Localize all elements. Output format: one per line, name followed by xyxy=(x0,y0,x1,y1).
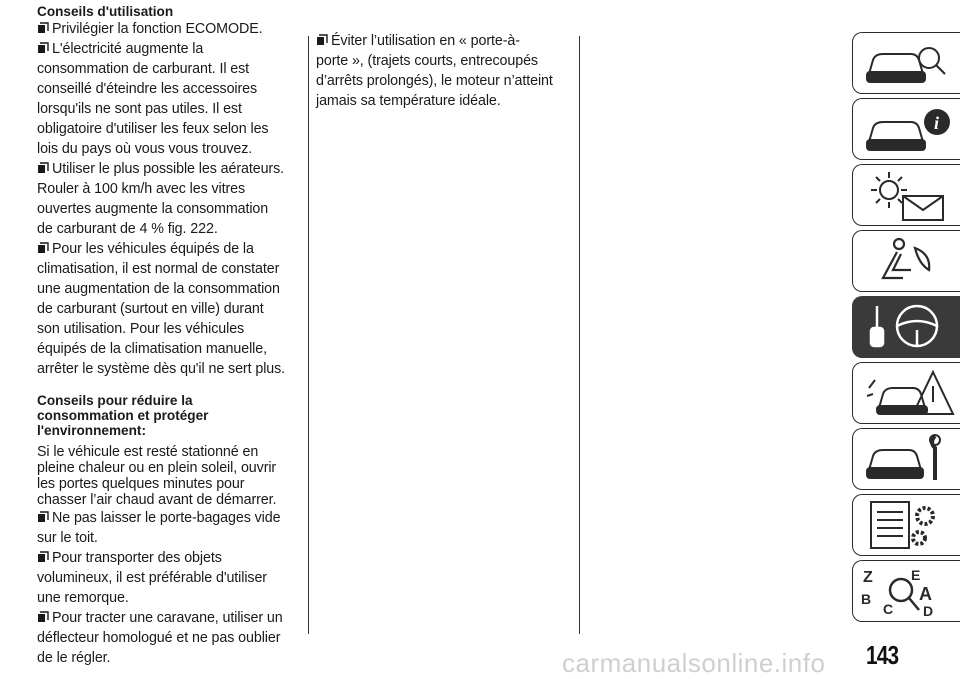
text-line: équipés de la climatisation manuelle, xyxy=(37,341,267,357)
bullet-text: Pour transporter des objets xyxy=(52,550,222,566)
bullet-box-icon xyxy=(37,549,49,561)
bullet-box-icon xyxy=(37,240,49,252)
bullet-box-icon xyxy=(37,20,49,32)
text-line: une remorque. xyxy=(37,590,129,606)
bullet-text: Ne pas laisser le porte-bagages vide xyxy=(52,510,281,526)
tab-index-search[interactable] xyxy=(852,560,960,622)
bullet-text: Pour tracter une caravane, utiliser un xyxy=(52,610,283,626)
bullet-line xyxy=(316,31,571,51)
heading-line: l'environnement: xyxy=(37,423,146,438)
tab-car-maintenance[interactable] xyxy=(852,428,960,490)
svg-text:Z: Z xyxy=(863,569,873,586)
tab-car-search[interactable] xyxy=(852,32,960,94)
bullet-line xyxy=(37,548,299,568)
text-line: son utilisation. Pour les véhicules xyxy=(37,321,245,337)
text-line: de le régler. xyxy=(37,650,111,666)
text-line: Rouler à 100 km/h avec les vitres xyxy=(37,181,246,197)
text-line: ouvertes augmente la consommation xyxy=(37,201,269,217)
bullet-line xyxy=(37,508,299,528)
text-line: de carburant (surtout en ville) durant xyxy=(37,301,264,317)
heading-line: Conseils pour réduire la xyxy=(37,393,193,408)
tab-warning-lights[interactable] xyxy=(852,164,960,226)
text-line: chasser l’air chaud avant de démarrer. xyxy=(37,492,277,508)
svg-text:A: A xyxy=(919,584,932,604)
text-line: pleine chaleur ou en plein soleil, ouvrir xyxy=(37,460,277,476)
bullet-text: Pour les véhicules équipés de la xyxy=(52,241,254,257)
svg-text:i: i xyxy=(934,113,940,133)
left-column xyxy=(37,0,299,668)
text-line: porte », (trajets courts, entrecoupés xyxy=(316,53,538,69)
bullet-line xyxy=(37,239,299,259)
text-line: obligatoire d'utiliser les feux selon les xyxy=(37,121,269,137)
column-divider xyxy=(579,36,580,634)
paragraph xyxy=(37,444,299,508)
svg-text:C: C xyxy=(883,601,894,617)
page-number: 143 xyxy=(866,640,899,670)
bullet-text: Privilégier la fonction ECOMODE. xyxy=(52,21,263,37)
tab-seat-safety[interactable] xyxy=(852,230,960,292)
text-line: conseillé d'éteindre les accessoires xyxy=(37,81,258,97)
tab-specs-gears[interactable] xyxy=(852,494,960,556)
bullet-line xyxy=(37,159,299,179)
bullet-text: Éviter l’utilisation en « porte-à- xyxy=(331,33,520,49)
heading-line: consommation et protéger xyxy=(37,408,209,423)
text-line: déflecteur homologué et ne pas oublier xyxy=(37,630,281,646)
bullet-line xyxy=(37,19,299,39)
tab-key-steering[interactable] xyxy=(852,296,960,358)
section-heading xyxy=(37,393,299,438)
text-line: d’arrêts prolongés), le moteur n’atteint xyxy=(316,73,553,89)
bullet-text: L'électricité augmente la xyxy=(52,41,204,57)
text-line: de carburant de 4 % fig. 222. xyxy=(37,221,218,237)
bullet-line xyxy=(37,608,299,628)
text-line: arrêter le système dès qu'il ne sert plus. xyxy=(37,361,286,377)
section-heading: Conseils d'utilisation xyxy=(37,4,174,19)
key-steering-icon xyxy=(859,300,955,354)
bullet-box-icon xyxy=(37,40,49,52)
svg-text:E: E xyxy=(911,567,921,583)
bullet-box-icon xyxy=(316,32,328,44)
bullet-box-icon xyxy=(37,509,49,521)
tab-car-info[interactable] xyxy=(852,98,960,160)
text-line: une augmentation de la consommation xyxy=(37,281,280,297)
text-line: jamais sa température idéale. xyxy=(316,93,501,109)
bullet-box-icon xyxy=(37,609,49,621)
svg-text:D: D xyxy=(923,603,934,618)
text-line: lorsqu'ils ne sont pas utiles. Il est xyxy=(37,101,242,117)
warning-lights-icon xyxy=(859,168,955,222)
text-line: consommation de carburant. Il est xyxy=(37,61,250,77)
car-accident-icon xyxy=(859,366,955,420)
watermark-text: carmanualsonline.info xyxy=(562,648,826,678)
bullet-box-icon xyxy=(37,160,49,172)
text-line: volumineux, il est préférable d'utiliser xyxy=(37,570,267,586)
svg-text:B: B xyxy=(861,591,872,607)
specs-gears-icon xyxy=(859,498,955,552)
tab-car-accident[interactable] xyxy=(852,362,960,424)
text-line: Si le véhicule est resté stationné en xyxy=(37,444,259,460)
column-divider xyxy=(308,36,309,634)
text-line: climatisation, il est normal de constater xyxy=(37,261,280,277)
text-line: les portes quelques minutes pour xyxy=(37,476,245,492)
index-search-icon xyxy=(859,564,955,618)
middle-column xyxy=(316,0,571,111)
text-line: sur le toit. xyxy=(37,530,98,546)
bullet-text: Utiliser le plus possible les aérateurs. xyxy=(52,161,285,177)
car-maintenance-icon xyxy=(859,432,955,486)
bullet-line xyxy=(37,39,299,59)
seat-safety-icon xyxy=(859,234,955,288)
text-line: lois du pays où vous vous trouvez. xyxy=(37,141,253,157)
car-search-icon xyxy=(859,36,955,90)
car-info-icon xyxy=(859,102,955,156)
